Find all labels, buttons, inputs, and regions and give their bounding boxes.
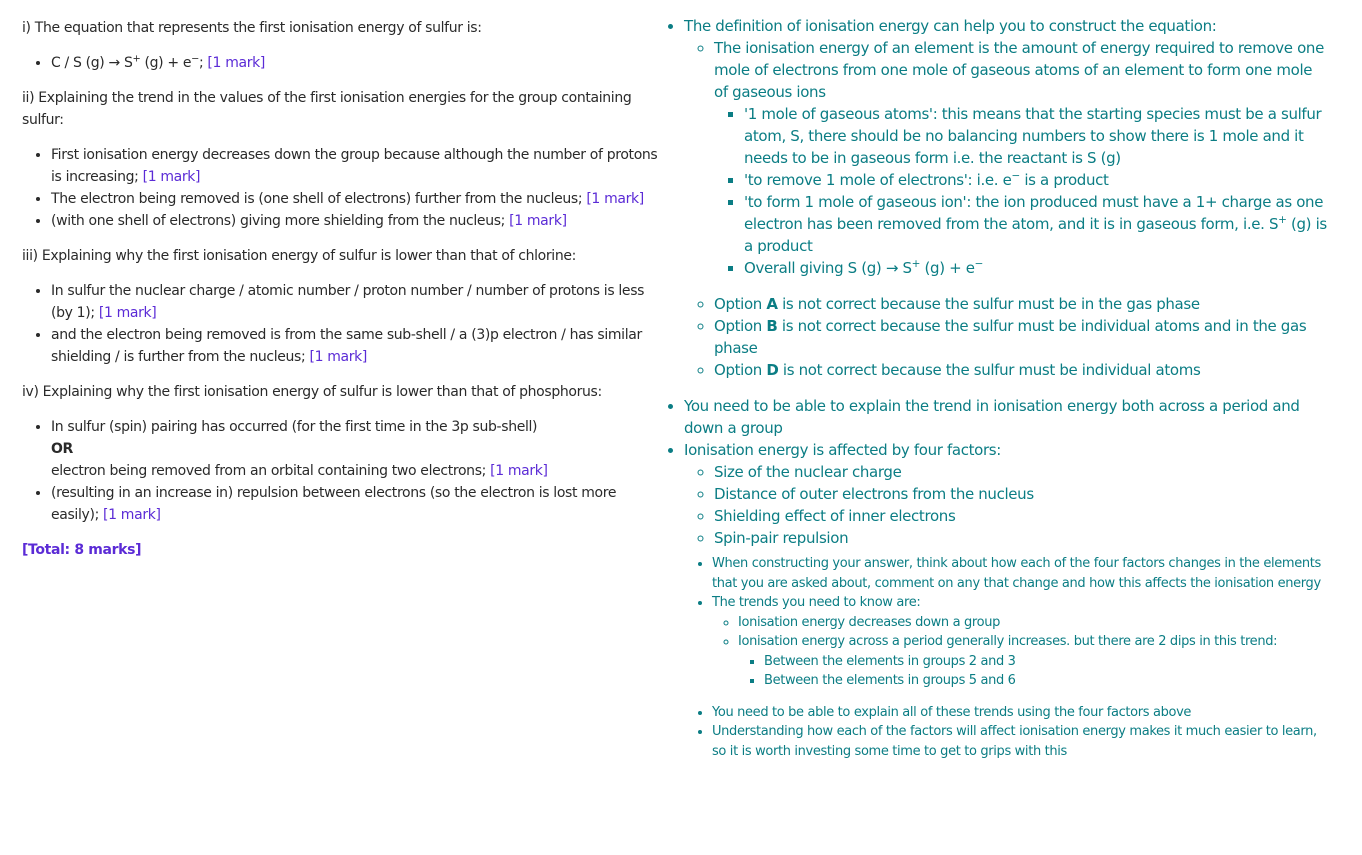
list-item bbox=[714, 37, 1327, 279]
list-item bbox=[764, 671, 1327, 691]
list-item bbox=[51, 280, 667, 324]
option-letter: D bbox=[766, 361, 779, 379]
tips-list bbox=[667, 703, 1327, 762]
list-item bbox=[744, 103, 1327, 169]
list-item bbox=[714, 527, 1327, 549]
mark-label: [1 mark] bbox=[207, 55, 265, 71]
bullet-text: Ionisation energy is affected by four factors: bbox=[684, 441, 1001, 459]
dips-list bbox=[738, 652, 1327, 691]
mark-label: [1 mark] bbox=[586, 191, 644, 207]
tip-text: Understanding how each of the factors will affect ionisation energy makes it much easier to learn, so it is worth investing some time to get to grips with this bbox=[712, 724, 1317, 759]
list-item bbox=[51, 188, 667, 210]
list-item bbox=[712, 593, 1327, 691]
answer-text: In sulfur the nuclear charge / atomic number / proton number / number of protons is less (by 1); bbox=[51, 283, 645, 321]
list-item bbox=[712, 554, 1327, 593]
bullet-text: The definition of ionisation energy can help you to construct the equation: bbox=[684, 17, 1217, 35]
tip-text: The trends you need to know are: bbox=[712, 595, 921, 610]
tip-text: Ionisation energy across a period generally increases. but there are 2 dips in this trend: bbox=[738, 634, 1278, 649]
mark-label: [1 mark] bbox=[98, 305, 157, 321]
bullet-text: Overall giving S (g) → S bbox=[744, 259, 912, 277]
list-item bbox=[51, 52, 667, 74]
bullet-text: You need to be able to explain the trend in ionisation energy both across a period and down a group bbox=[684, 397, 1300, 437]
superscript: − bbox=[974, 258, 984, 270]
trends-list bbox=[712, 613, 1327, 691]
option-text: Option bbox=[714, 361, 767, 379]
list-item bbox=[712, 703, 1327, 723]
sub-list bbox=[684, 37, 1327, 381]
mark-label: [1 mark] bbox=[490, 463, 548, 479]
option-letter: B bbox=[766, 317, 778, 335]
equation-text: C / S (g) → S bbox=[51, 55, 133, 71]
answer-text: First ionisation energy decreases down the group because although the number of protons is increasing; bbox=[51, 147, 658, 185]
answer-text: (with one shell of electrons) giving more shielding from the nucleus; bbox=[51, 213, 510, 229]
part-iii-list bbox=[22, 280, 667, 368]
bullet-text: 'to form 1 mole of gaseous ion': the ion produced must have a 1+ charge as one electron has been removed from the atom, and it is in gaseous form, i.e. S bbox=[744, 193, 1324, 233]
list-item bbox=[684, 15, 1327, 381]
list-item bbox=[714, 505, 1327, 527]
bullet-text: (g) + e bbox=[920, 259, 975, 277]
mark-label: [1 mark] bbox=[509, 213, 567, 229]
tip-text: Between the elements in groups 5 and 6 bbox=[764, 673, 1016, 688]
list-item bbox=[51, 144, 667, 188]
factor-text: Size of the nuclear charge bbox=[714, 463, 902, 481]
tips-list bbox=[667, 554, 1327, 691]
superscript: + bbox=[132, 53, 141, 65]
list-item bbox=[714, 483, 1327, 505]
tip-text: Between the elements in groups 2 and 3 bbox=[764, 653, 1016, 669]
list-item bbox=[684, 395, 1327, 439]
part-iii-heading: iii) Explaining why the first ionisation energy of sulfur is lower than that of chlorine: bbox=[22, 248, 576, 264]
mark-label: [1 mark] bbox=[142, 169, 201, 185]
part-i-list bbox=[22, 52, 667, 74]
superscript: + bbox=[1278, 214, 1287, 226]
part-ii-list bbox=[22, 144, 667, 232]
list-item bbox=[712, 722, 1327, 761]
mark-label: [1 mark] bbox=[103, 507, 161, 523]
option-text: is not correct because the sulfur must be individual atoms bbox=[778, 361, 1201, 379]
list-item bbox=[51, 416, 667, 482]
tip-text: Ionisation energy decreases down a group bbox=[738, 614, 1001, 630]
part-iv-list bbox=[22, 416, 667, 526]
superscript: − bbox=[191, 53, 199, 65]
tip-text: When constructing your answer, think about how each of the four factors changes in the elements that you are asked about, comment on any that change and how this affects the ionisation energy bbox=[712, 556, 1321, 591]
list-item bbox=[714, 359, 1327, 381]
option-text: is not correct because the sulfur must be in the gas phase bbox=[777, 295, 1200, 313]
list-item bbox=[744, 257, 1327, 279]
answer-text: electron being removed from an orbital containing two electrons; bbox=[51, 463, 491, 479]
answer-text: and the electron being removed is from the same sub-shell / a (3)p electron / has similar shielding / is further from the nucleus; bbox=[51, 327, 642, 365]
factors-list bbox=[684, 461, 1327, 549]
option-text: Option bbox=[714, 295, 767, 313]
mark-label: [1 mark] bbox=[309, 349, 368, 365]
mark-scheme bbox=[22, 17, 667, 561]
explanation-list bbox=[667, 15, 1327, 549]
list-item bbox=[744, 191, 1327, 257]
list-item bbox=[738, 613, 1327, 633]
explanation bbox=[667, 15, 1327, 761]
definition-text: The ionisation energy of an element is the amount of energy required to remove one mole of electrons from one mole of gaseous atoms of an element to form one mole of gaseous ions bbox=[714, 39, 1324, 101]
bullet-text: '1 mole of gaseous atoms': this means that the starting species must be a sulfur atom, S, there should be no balancing numbers to show there is 1 mole and it needs to be in gaseous form i.e. the reactant is S (g) bbox=[744, 105, 1322, 167]
factor-text: Spin-pair repulsion bbox=[714, 529, 849, 547]
superscript: + bbox=[911, 258, 921, 270]
part-ii-heading: ii) Explaining the trend in the values of the first ionisation energies for the group containing sulfur: bbox=[22, 90, 632, 128]
bullet-text: is a product bbox=[1019, 171, 1109, 189]
sub-sub-list bbox=[714, 103, 1327, 279]
list-item bbox=[714, 293, 1327, 315]
list-item bbox=[51, 210, 667, 232]
list-item bbox=[714, 461, 1327, 483]
superscript: − bbox=[1011, 170, 1020, 182]
bullet-text: 'to remove 1 mole of electrons': i.e. e bbox=[744, 171, 1012, 189]
answer-text: The electron being removed is (one shell of electrons) further from the nucleus; bbox=[51, 191, 587, 207]
list-item bbox=[51, 482, 667, 526]
part-i-heading: i) The equation that represents the first ionisation energy of sulfur is: bbox=[22, 20, 482, 36]
list-item bbox=[51, 324, 667, 368]
equation-text: (g) + e bbox=[140, 55, 192, 71]
option-text: Option bbox=[714, 317, 767, 335]
factor-text: Distance of outer electrons from the nucleus bbox=[714, 485, 1034, 503]
bullet-text: (g) is a product bbox=[744, 215, 1327, 255]
tip-text: You need to be able to explain all of these trends using the four factors above bbox=[712, 704, 1192, 720]
answer-text: • In sulfur (spin) pairing has occurred (for the first time in the 3p sub-shell) bbox=[51, 419, 538, 435]
list-item bbox=[764, 652, 1327, 672]
part-iv-heading: iv) Explaining why the first ionisation energy of sulfur is lower than that of phosphorus: bbox=[22, 384, 602, 400]
list-item bbox=[714, 315, 1327, 359]
or-label: OR bbox=[51, 441, 73, 457]
equation-text: ; bbox=[198, 55, 208, 71]
tips-block bbox=[667, 554, 1327, 761]
answer-text: (resulting in an increase in) repulsion between electrons (so the electron is lost more easily); bbox=[51, 485, 617, 523]
option-text: is not correct because the sulfur must be individual atoms and in the gas phase bbox=[714, 317, 1307, 357]
option-letter: A bbox=[766, 295, 778, 313]
list-item bbox=[684, 439, 1327, 549]
list-item bbox=[738, 632, 1327, 691]
total-marks: [Total: 8 marks] bbox=[22, 542, 142, 558]
list-item bbox=[744, 169, 1327, 191]
factor-text: Shielding effect of inner electrons bbox=[714, 507, 956, 525]
